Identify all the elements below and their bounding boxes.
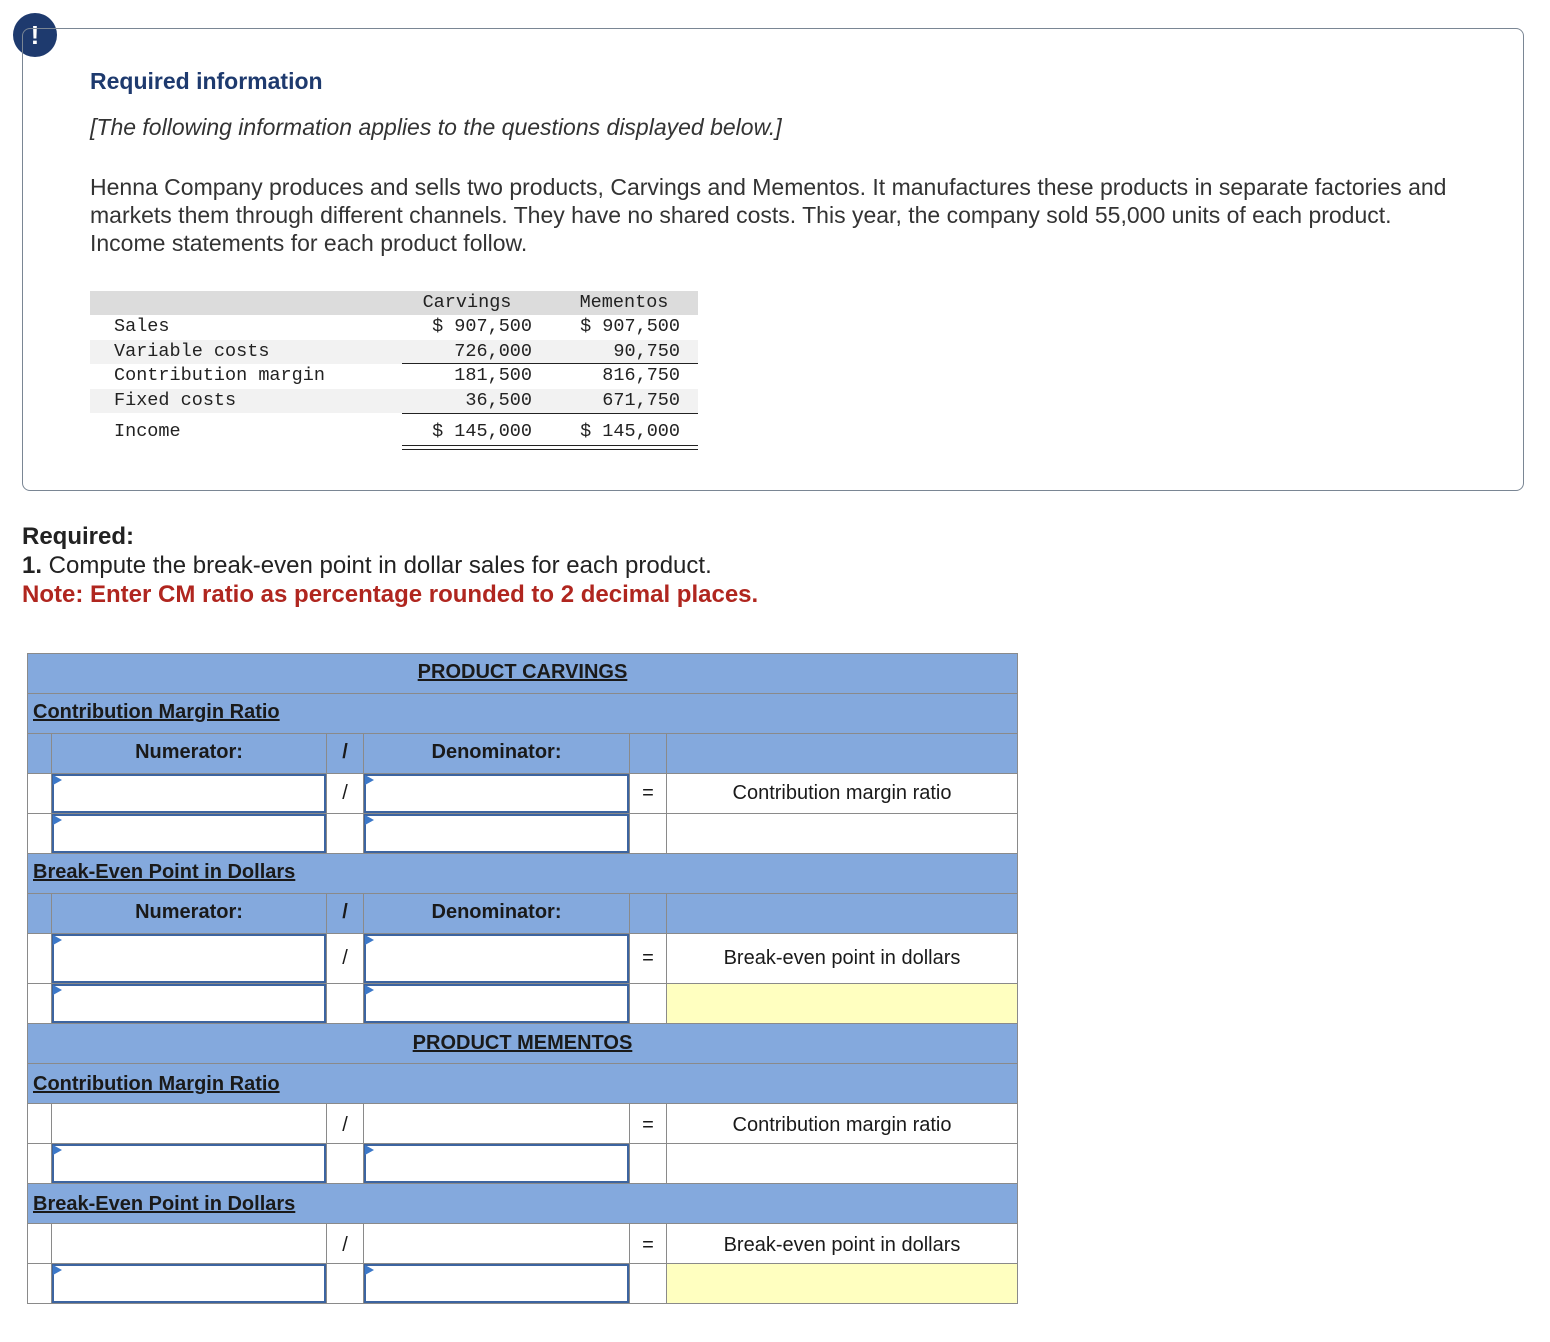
mementos-cm-denominator-input[interactable] (364, 1144, 629, 1183)
header-mementos: Mementos (579, 292, 669, 313)
header-cell (629, 893, 667, 934)
bep-result-label: Break-even point in dollars (723, 1234, 961, 1256)
carvings-section-title: PRODUCT CARVINGS (417, 661, 628, 683)
mementos-cm-ratio-result[interactable] (666, 1143, 1018, 1184)
statement-header-row (90, 291, 698, 315)
carvings-bep-result[interactable] (666, 983, 1018, 1024)
dropdown-arrow-icon (365, 775, 374, 785)
cm-ratio-result-label: Contribution margin ratio (732, 1114, 952, 1136)
bep-title: Break-Even Point in Dollars (33, 861, 296, 883)
divide-header: / (342, 901, 348, 923)
carvings-value: 36,500 (465, 390, 532, 411)
row-cell (326, 813, 364, 854)
bep-result-label: Break-even point in dollars (723, 947, 961, 969)
statement-row-variable-costs (90, 340, 698, 364)
header-cell (27, 733, 52, 774)
carvings-bep-denominator-input[interactable] (364, 984, 629, 1023)
dropdown-arrow-icon (365, 1145, 374, 1155)
info-paragraph: Henna Company produces and sells two products, Carvings and Mementos. It manufactures these products in separate factories and markets them through different channels. They have no shared costs. This year, the company sold 55,000 units of each product. Income statements for each product follow. (90, 174, 1447, 256)
dropdown-arrow-icon (365, 935, 374, 945)
denominator-header: Denominator: (431, 741, 562, 763)
carvings-cm-numerator-input[interactable] (52, 814, 326, 853)
divide-sign: / (342, 1234, 348, 1256)
mementos-bep-result[interactable] (666, 1263, 1018, 1304)
dropdown-arrow-icon (53, 935, 62, 945)
row-cell (27, 773, 52, 814)
dropdown-arrow-icon (365, 1265, 374, 1275)
required-heading: Required: (22, 523, 135, 550)
denominator-header: Denominator: (431, 901, 562, 923)
carvings-cm-denominator-input[interactable] (364, 814, 629, 853)
divide-sign: / (342, 947, 348, 969)
mementos-value: 671,750 (602, 390, 680, 411)
row-label: Variable costs (114, 341, 270, 362)
header-cell (666, 733, 1018, 774)
dropdown-arrow-icon (53, 1265, 62, 1275)
subtotal-rule (402, 413, 698, 414)
row-cell (629, 813, 667, 854)
row-cell (27, 1223, 52, 1264)
row-cell (27, 1143, 52, 1184)
equals-sign: = (642, 1234, 654, 1256)
row-cell (326, 1263, 364, 1304)
required-note: Note: Enter CM ratio as percentage rounded to 2 decimal places. (22, 581, 759, 608)
statement-row-contribution-margin (90, 364, 698, 388)
mementos-bep-numerator-label[interactable] (51, 1223, 327, 1264)
header-cell (27, 893, 52, 934)
carvings-cm-numerator-label-select[interactable] (52, 774, 326, 813)
dropdown-arrow-icon (365, 985, 374, 995)
statement-row-sales (90, 315, 698, 339)
dropdown-arrow-icon (53, 815, 62, 825)
row-label: Sales (114, 316, 170, 337)
header-carvings: Carvings (422, 292, 512, 313)
row-label: Fixed costs (114, 390, 237, 411)
equals-sign: = (642, 947, 654, 969)
carvings-cm-denominator-label-select[interactable] (364, 774, 629, 813)
mementos-cm-numerator-input[interactable] (52, 1144, 326, 1183)
row-label: Income (114, 421, 181, 442)
numerator-header: Numerator: (135, 741, 243, 763)
item-number: 1. (22, 552, 43, 579)
mementos-value: 816,750 (602, 365, 680, 386)
cm-ratio-title: Contribution Margin Ratio (33, 1073, 280, 1095)
header-cell (629, 733, 667, 774)
row-cell (27, 1263, 52, 1304)
row-cell (27, 983, 52, 1024)
cm-ratio-title: Contribution Margin Ratio (33, 701, 280, 723)
header-cell (666, 893, 1018, 934)
dropdown-arrow-icon (365, 815, 374, 825)
carvings-value: $ 145,000 (432, 421, 532, 442)
row-cell (629, 1143, 667, 1184)
carvings-value: 181,500 (454, 365, 532, 386)
carvings-bep-denominator-label-select[interactable] (364, 934, 629, 983)
numerator-header: Numerator: (135, 901, 243, 923)
item-text: Compute the break-even point in dollar sales for each product. (42, 552, 712, 579)
mementos-cm-numerator-label[interactable] (51, 1103, 327, 1144)
required-item-1 (22, 552, 712, 580)
subtotal-rule (402, 363, 698, 364)
mementos-bep-denominator-label[interactable] (363, 1223, 630, 1264)
row-label: Contribution margin (114, 365, 325, 386)
info-title: Required information (90, 68, 323, 94)
mementos-value: $ 145,000 (580, 421, 680, 442)
mementos-value: $ 907,500 (580, 316, 680, 337)
dropdown-arrow-icon (53, 985, 62, 995)
dropdown-arrow-icon (53, 775, 62, 785)
equals-sign: = (642, 1114, 654, 1136)
cm-ratio-result-label: Contribution margin ratio (732, 782, 952, 804)
carvings-value: $ 907,500 (432, 316, 532, 337)
mementos-section-title: PRODUCT MEMENTOS (412, 1032, 633, 1054)
dropdown-arrow-icon (53, 1145, 62, 1155)
row-cell (326, 983, 364, 1024)
mementos-bep-numerator-input[interactable] (52, 1264, 326, 1303)
divide-sign: / (342, 782, 348, 804)
carvings-cm-ratio-result[interactable] (666, 813, 1018, 854)
info-subtitle: [The following information applies to the questions displayed below.] (90, 114, 782, 140)
divide-header: / (342, 741, 348, 763)
break-even-worksheet (27, 653, 1018, 1305)
row-cell (629, 983, 667, 1024)
row-cell (326, 1143, 364, 1184)
equals-sign: = (642, 782, 654, 804)
divide-sign: / (342, 1114, 348, 1136)
carvings-bep-numerator-input[interactable] (52, 984, 326, 1023)
carvings-bep-numerator-label-select[interactable] (52, 934, 326, 983)
bep-title: Break-Even Point in Dollars (33, 1193, 296, 1215)
mementos-bep-denominator-input[interactable] (364, 1264, 629, 1303)
row-cell (27, 1103, 52, 1144)
statement-row-income (90, 420, 698, 444)
total-double-rule (402, 449, 698, 450)
row-cell (27, 933, 52, 984)
mementos-cm-denominator-label[interactable] (363, 1103, 630, 1144)
row-cell (629, 1263, 667, 1304)
mementos-value: 90,750 (613, 341, 680, 362)
row-cell (27, 813, 52, 854)
statement-row-fixed-costs (90, 389, 698, 413)
total-double-rule (402, 445, 698, 446)
alert-icon: ! (13, 13, 57, 57)
carvings-value: 726,000 (454, 341, 532, 362)
